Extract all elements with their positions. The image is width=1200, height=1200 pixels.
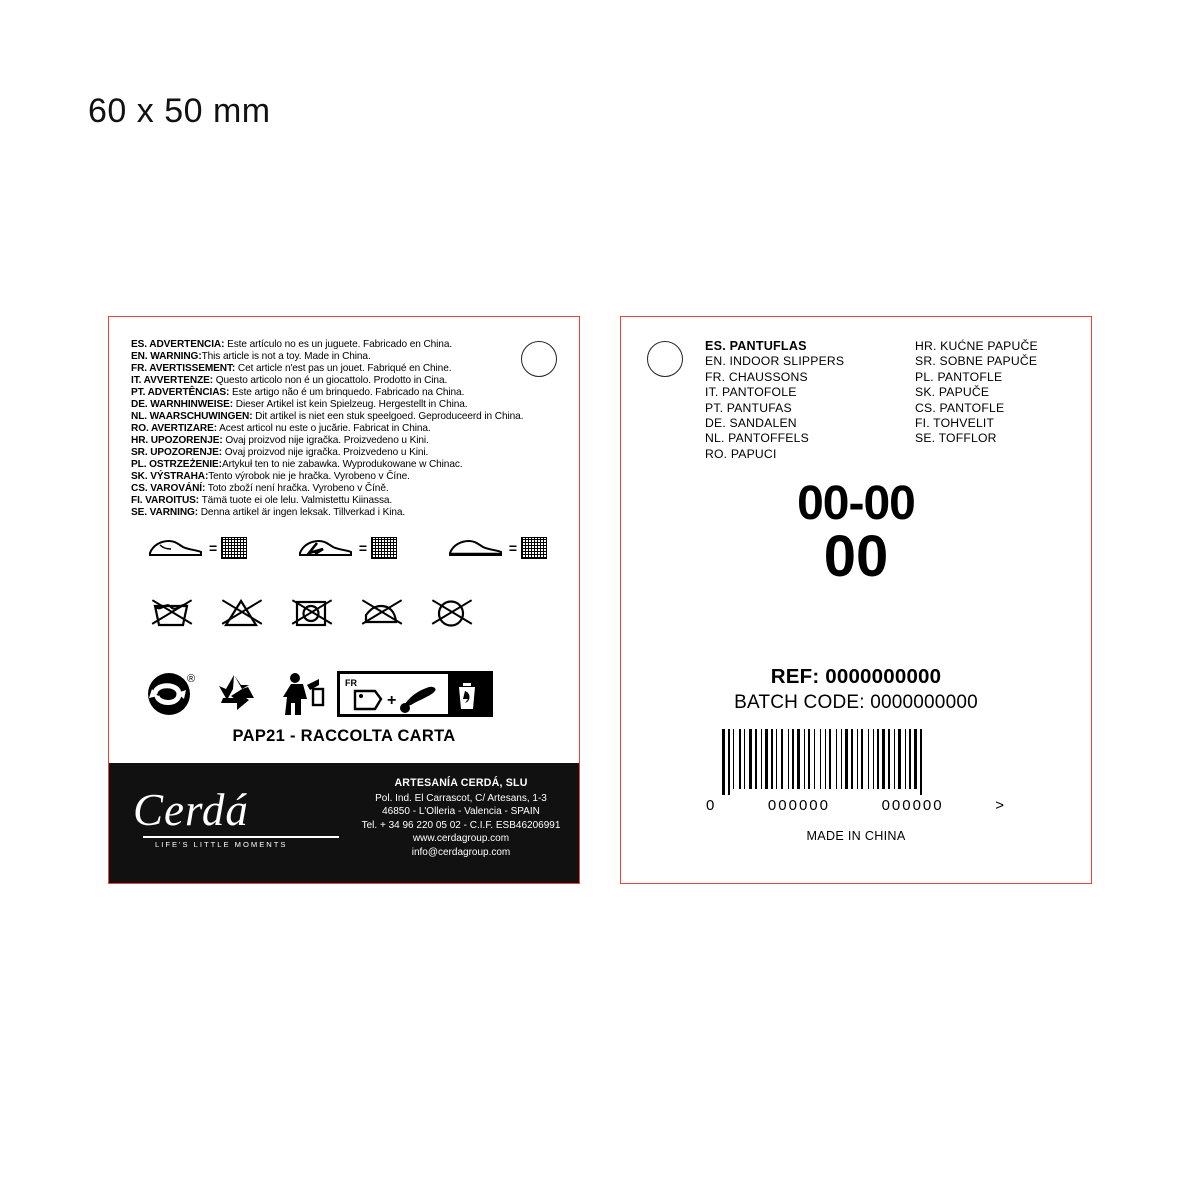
warning-line bbox=[131, 423, 521, 435]
warning-line bbox=[131, 507, 521, 519]
size-block bbox=[621, 479, 1091, 587]
warning-text: This article is not a toy. Made in China. bbox=[201, 351, 371, 362]
warning-text: Dit artikel is niet een stuk speelgoed. Geproduceerd in China. bbox=[252, 411, 524, 422]
barcode-block bbox=[621, 729, 1091, 814]
warning-language-code: SK. VÝSTRAHA: bbox=[131, 471, 209, 482]
batch-code: BATCH CODE: 0000000000 bbox=[734, 692, 978, 713]
company-address-line: www.cerdagroup.com bbox=[412, 833, 510, 845]
warning-line bbox=[131, 483, 521, 495]
product-name-line: CS. PANTOFLE bbox=[915, 400, 1005, 415]
shoe-lining-icon bbox=[297, 535, 355, 561]
product-names-left-column bbox=[705, 339, 885, 462]
warning-language-code: NL. WAARSCHUWINGEN: bbox=[131, 411, 253, 422]
warning-text: Questo articolo non é un giocattolo. Prodotto in Cina. bbox=[213, 375, 448, 386]
no-wash-icon bbox=[151, 595, 191, 629]
warning-text: Dieser Artikel ist kein Spielzeug. Hergestellt in China. bbox=[233, 399, 468, 410]
warning-line bbox=[131, 459, 521, 471]
product-name-line: NL. PANTOFFELS bbox=[705, 431, 809, 446]
warning-line bbox=[131, 435, 521, 447]
barcode-digit-right: > bbox=[995, 797, 1006, 814]
barcode-digits bbox=[706, 797, 1006, 814]
mobius-loop-recycle-icon bbox=[209, 669, 261, 719]
warning-line bbox=[131, 387, 521, 399]
brand-logo bbox=[133, 787, 353, 849]
green-dot-icon bbox=[145, 669, 197, 719]
company-info-block bbox=[349, 777, 573, 859]
warning-text: Acest articol nu este o jucărie. Fabricat in China. bbox=[216, 423, 431, 434]
warning-language-code: ES. ADVERTENCIA: bbox=[131, 339, 225, 350]
company-address-line: Tel. + 34 96 220 05 02 - C.I.F. ESB46206991 bbox=[361, 819, 561, 831]
warning-text: Tento výrobok nie je hračka. Vyrobeno v Číne. bbox=[208, 471, 410, 482]
product-name-line: FR. CHAUSSONS bbox=[705, 369, 808, 384]
warning-language-code: EN. WARNING: bbox=[131, 351, 202, 362]
warning-language-code: PL. OSTRZEŻENIE: bbox=[131, 459, 222, 470]
warning-language-code: SR. UPOZORENJE: bbox=[131, 447, 223, 458]
warning-line bbox=[131, 363, 521, 375]
triman-sorting-icon bbox=[337, 669, 493, 719]
warning-language-code: CS. VAROVÁNÍ: bbox=[131, 483, 206, 494]
warning-line bbox=[131, 339, 521, 351]
no-bleach-icon bbox=[221, 595, 261, 629]
shoe-sole-icon bbox=[447, 535, 505, 561]
warning-line bbox=[131, 447, 521, 459]
product-name-line: IT. PANTOFOLE bbox=[705, 385, 797, 400]
reference-block bbox=[621, 665, 1091, 714]
material-group-lining bbox=[297, 535, 397, 561]
company-address-line: 46850 - L'Olleria - Valencia - SPAIN bbox=[382, 806, 540, 818]
no-tumble-dry-icon bbox=[291, 595, 331, 629]
svg-text:+: + bbox=[387, 692, 397, 709]
recycling-symbols-row bbox=[145, 669, 545, 719]
svg-text:®: ® bbox=[187, 673, 196, 685]
material-composition-row bbox=[147, 535, 547, 561]
product-name-line: PL. PANTOFLE bbox=[915, 369, 1003, 384]
size-main: 00 bbox=[823, 524, 889, 589]
product-name-line: RO. PAPUCI bbox=[705, 446, 777, 461]
company-address-line: info@cerdagroup.com bbox=[411, 846, 511, 858]
company-name: ARTESANÍA CERDÁ, SLU bbox=[394, 777, 528, 789]
warning-text: Este artigo não é um brinquedo. Fabricado na China. bbox=[229, 387, 465, 398]
product-name-line: HR. KUĆNE PAPUČE bbox=[915, 339, 1038, 353]
brand-tagline: LIFE'S LITTLE MOMENTS bbox=[155, 839, 288, 849]
warning-line bbox=[131, 351, 521, 363]
warning-language-code: FR. AVERTISSEMENT: bbox=[131, 363, 236, 374]
warning-line bbox=[131, 411, 524, 423]
warning-text: Ovaj proizvod nije igračka. Proizvedeno u Kini. bbox=[222, 447, 429, 458]
textile-mesh-icon bbox=[371, 537, 397, 559]
warning-text: Denna artikel är ingen leksak. Tillverkad i Kina. bbox=[198, 507, 406, 518]
svg-text:FR: FR bbox=[345, 678, 357, 688]
textile-mesh-icon bbox=[521, 537, 547, 559]
equals-sign: = bbox=[358, 540, 368, 556]
product-name-line: ES. PANTUFLAS bbox=[705, 339, 807, 353]
warning-language-code: HR. UPOZORENJE: bbox=[131, 435, 223, 446]
company-address-lines bbox=[349, 792, 573, 859]
product-name-line: DE. SANDALEN bbox=[705, 416, 797, 431]
product-name-line: SK. PAPUČE bbox=[915, 385, 990, 400]
material-group-sole bbox=[447, 535, 547, 561]
warning-text: Tämä tuote ei ole lelu. Valmistettu Kiinassa. bbox=[199, 495, 393, 506]
punch-hole-icon bbox=[647, 341, 683, 377]
brand-name: Cerdá bbox=[133, 785, 249, 835]
punch-hole-icon bbox=[521, 341, 557, 377]
warning-language-code: RO. AVERTIZARE: bbox=[131, 423, 217, 434]
product-name-line: EN. INDOOR SLIPPERS bbox=[705, 354, 845, 369]
brand-underline bbox=[143, 836, 339, 838]
warning-line bbox=[131, 399, 521, 411]
product-name-line: FI. TOHVELIT bbox=[915, 416, 995, 431]
warning-text: Artykuł ten to nie zabawka. Wyprodukowane w Chinac. bbox=[221, 459, 463, 470]
textile-mesh-icon bbox=[221, 537, 247, 559]
product-name-translations bbox=[705, 339, 1075, 462]
barcode-icon bbox=[722, 729, 990, 795]
material-group-upper bbox=[147, 535, 247, 561]
warning-line bbox=[131, 375, 521, 387]
product-name-line: SE. TOFFLOR bbox=[915, 431, 997, 446]
equals-sign: = bbox=[209, 540, 218, 556]
back-label-card bbox=[620, 316, 1092, 884]
company-address-line: Pol. Ind. El Carrascot, C/ Artesans, 1-3 bbox=[375, 793, 547, 804]
no-iron-icon bbox=[361, 595, 401, 629]
warning-language-code: IT. AVVERTENZE: bbox=[131, 375, 214, 386]
warning-line bbox=[131, 471, 521, 483]
product-names-right-column bbox=[915, 339, 1075, 462]
barcode-digit-mid1: 000000 bbox=[767, 797, 830, 814]
barcode-digit-left: 0 bbox=[706, 797, 717, 814]
tidyman-icon bbox=[273, 669, 325, 719]
warning-line bbox=[131, 495, 521, 507]
front-label-card bbox=[108, 316, 580, 884]
warning-language-code: DE. WARNHINWEISE: bbox=[131, 399, 234, 410]
product-name-line: SR. SOBNE PAPUČE bbox=[915, 354, 1038, 369]
multilingual-warning-list bbox=[131, 339, 524, 519]
warning-text: Toto zboží není hračka. Vyrobeno v Číně. bbox=[205, 483, 389, 494]
equals-sign: = bbox=[508, 540, 517, 556]
no-dry-clean-icon bbox=[431, 595, 471, 629]
warning-language-code: SE. VARNING: bbox=[131, 507, 199, 518]
warning-text: Este artículo no es un juguete. Fabricado en China. bbox=[224, 339, 453, 350]
shoe-upper-icon bbox=[147, 535, 205, 561]
warning-language-code: PT. ADVERTÊNCIAS: bbox=[131, 387, 230, 398]
care-symbols-row bbox=[151, 595, 471, 629]
product-name-line: PT. PANTUFAS bbox=[705, 400, 792, 415]
size-range: 00-00 bbox=[797, 477, 915, 530]
made-in-text: MADE IN CHINA bbox=[806, 829, 906, 843]
page-title: 60 x 50 mm bbox=[88, 92, 271, 130]
pap-recycling-text: PAP21 - RACCOLTA CARTA bbox=[232, 727, 456, 745]
reference-number: REF: 0000000000 bbox=[770, 665, 942, 688]
brand-footer bbox=[109, 763, 579, 883]
barcode-digit-mid2: 000000 bbox=[881, 797, 944, 814]
warning-language-code: FI. VAROITUS: bbox=[131, 495, 200, 506]
warning-text: Ovaj proizvod nije igračka. Proizvedeno u Kini. bbox=[222, 435, 429, 446]
warning-text: Cet article n'est pas un jouet. Fabriqué en Chine. bbox=[235, 363, 452, 374]
